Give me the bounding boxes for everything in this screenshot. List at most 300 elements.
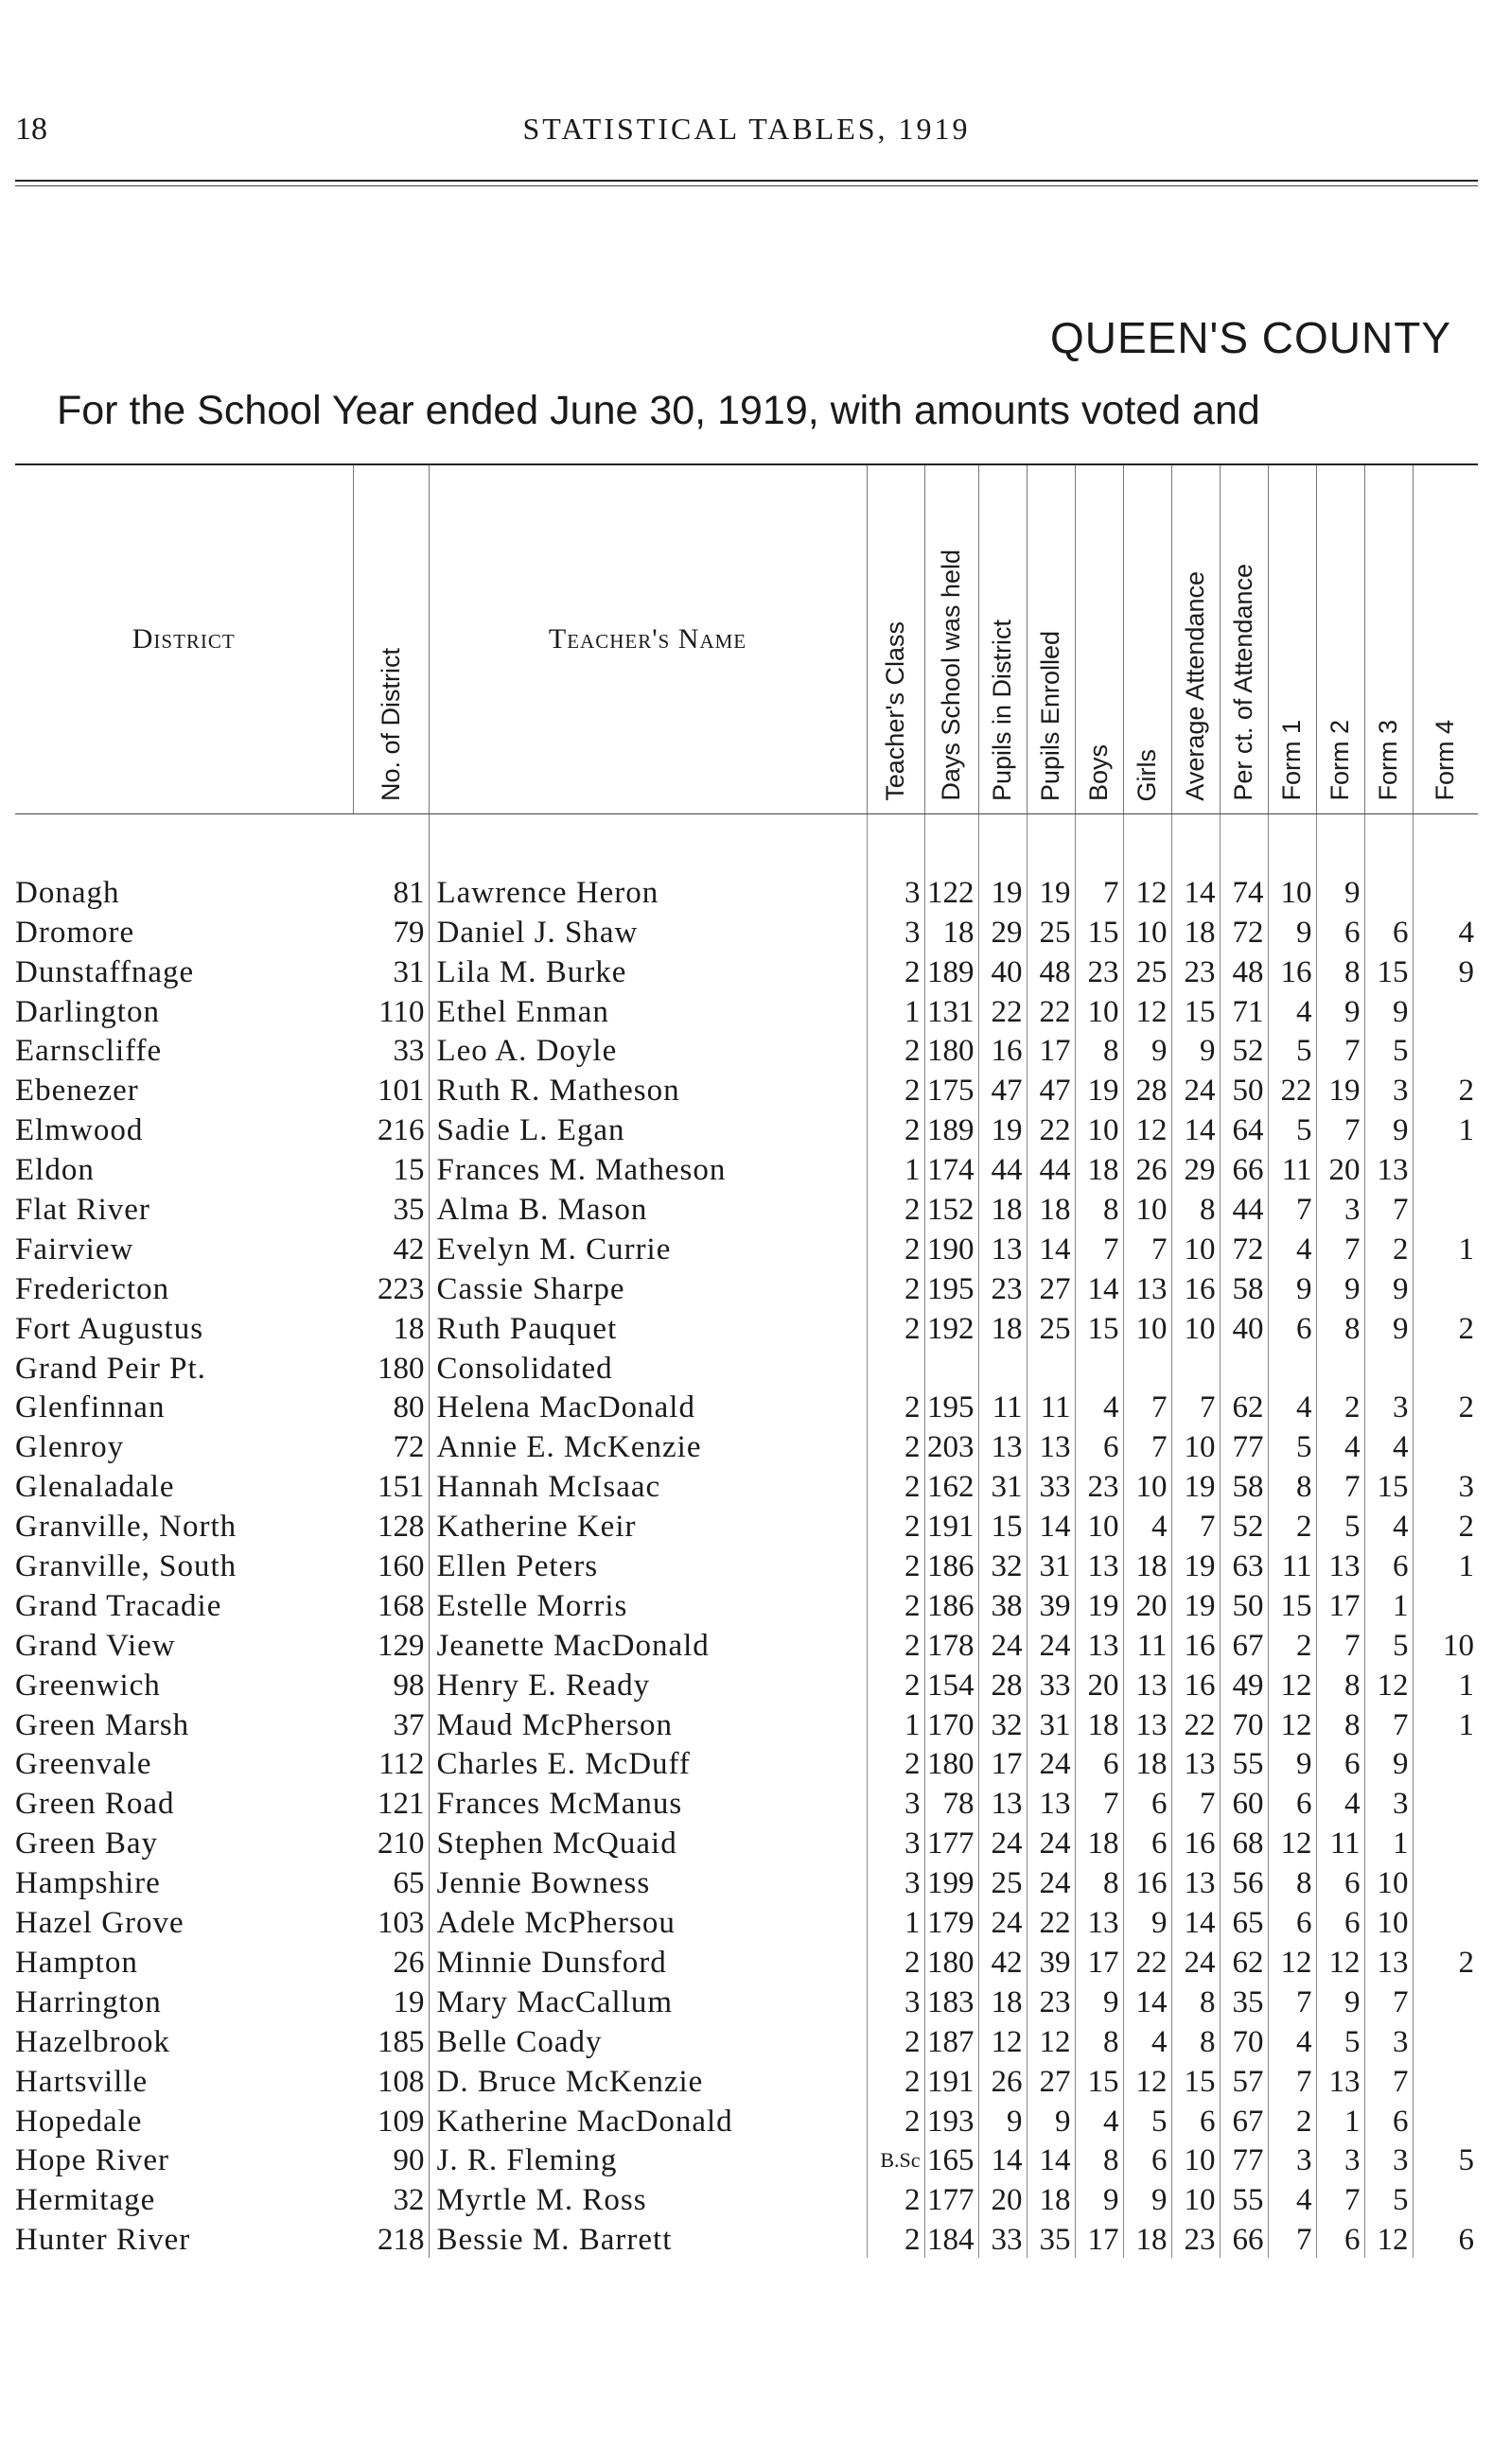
district-number-cell: 42 (353, 1228, 429, 1267)
f1-cell: 3 (1268, 2140, 1316, 2179)
f3-cell: 12 (1364, 2218, 1413, 2258)
district-cell: Green Road (15, 1787, 175, 1822)
cls-cell: 2 (867, 1109, 924, 1148)
f2-cell: 8 (1316, 1704, 1364, 1743)
girls-cell: 22 (1123, 1941, 1171, 1981)
f1-cell: 4 (1268, 2020, 1316, 2060)
pct-cell: 35 (1220, 1981, 1268, 2020)
f2-cell: 7 (1316, 2178, 1364, 2218)
enr-cell: 48 (1027, 951, 1075, 990)
f4-cell (1413, 1901, 1478, 1941)
enr-cell: 22 (1027, 1109, 1075, 1148)
table-row (15, 1941, 1478, 1981)
boys-cell: 14 (1075, 1267, 1123, 1307)
f2-cell: 7 (1316, 1624, 1364, 1664)
pid-cell: 18 (978, 1188, 1027, 1228)
f1-cell: 4 (1268, 2178, 1316, 2218)
f2-cell: 9 (1316, 1267, 1364, 1307)
avg-cell: 14 (1171, 1109, 1220, 1148)
f4-cell: 2 (1413, 1941, 1478, 1981)
cls-cell: 2 (867, 2060, 924, 2100)
f3-cell (1364, 1347, 1413, 1387)
f1-cell (1268, 1347, 1316, 1387)
district-cell: Hopedale (15, 2104, 143, 2139)
f3-cell: 6 (1364, 2100, 1413, 2140)
boys-cell: 19 (1075, 1584, 1123, 1624)
girls-cell: 28 (1123, 1069, 1171, 1109)
girls-cell: 9 (1123, 1901, 1171, 1941)
f1-cell: 7 (1268, 2218, 1316, 2258)
days-cell: 186 (924, 1545, 978, 1584)
table-row (15, 1228, 1478, 1267)
pct-cell: 70 (1220, 1704, 1268, 1743)
days-cell: 177 (924, 1822, 978, 1861)
f4-cell: 2 (1413, 1069, 1478, 1109)
pid-cell: 9 (978, 2100, 1027, 2140)
enr-cell: 24 (1027, 1822, 1075, 1861)
table-row (15, 990, 1478, 1030)
f4-cell (1413, 1425, 1478, 1465)
table-subtitle: For the School Year ended June 30, 1919, with amounts voted and (57, 388, 1260, 433)
district-cell: Green Bay (15, 1826, 159, 1861)
f1-cell: 12 (1268, 1822, 1316, 1861)
table-row (15, 1981, 1478, 2020)
f4-cell: 1 (1413, 1704, 1478, 1743)
enr-cell: 31 (1027, 1704, 1075, 1743)
days-cell: 203 (924, 1425, 978, 1465)
avg-cell: 7 (1171, 1782, 1220, 1822)
column-header-teacher-name: Teacher's Name (429, 464, 867, 814)
cls-cell: 2 (867, 1664, 924, 1704)
pct-cell: 77 (1220, 2140, 1268, 2179)
boys-cell: 23 (1075, 1465, 1123, 1505)
cls-cell: 2 (867, 1069, 924, 1109)
avg-cell: 8 (1171, 2020, 1220, 2060)
avg-cell: 10 (1171, 1425, 1220, 1465)
enr-cell: 25 (1027, 1307, 1075, 1347)
f4-cell (1413, 1822, 1478, 1861)
pid-cell: 14 (978, 2140, 1027, 2179)
district-cell: Darlington (15, 994, 160, 1029)
f1-cell: 12 (1268, 1704, 1316, 1743)
district-cell: Glenaladale (15, 1470, 175, 1505)
avg-cell: 22 (1171, 1704, 1220, 1743)
f2-cell: 11 (1316, 1822, 1364, 1861)
teacher-name-cell: Sadie L. Egan (436, 1113, 625, 1148)
cls-cell: 2 (867, 1465, 924, 1505)
district-cell: Fairview (15, 1232, 134, 1267)
column-header-teachers-class: Teacher's Class (867, 464, 924, 814)
cls-cell: 2 (867, 2178, 924, 2218)
avg-cell: 10 (1171, 2178, 1220, 2218)
teacher-name-cell: Bessie M. Barrett (436, 2223, 673, 2258)
avg-cell: 9 (1171, 1030, 1220, 1070)
pct-cell: 58 (1220, 1465, 1268, 1505)
teacher-name-cell: Minnie Dunsford (436, 1945, 667, 1980)
pid-cell: 24 (978, 1901, 1027, 1941)
boys-cell: 10 (1075, 1505, 1123, 1545)
days-cell: 180 (924, 1743, 978, 1783)
f3-cell: 12 (1364, 1664, 1413, 1704)
district-number-cell: 210 (353, 1822, 429, 1861)
f2-cell: 9 (1316, 1981, 1364, 2020)
pct-cell: 72 (1220, 911, 1268, 951)
girls-cell: 7 (1123, 1228, 1171, 1267)
pct-cell: 57 (1220, 2060, 1268, 2100)
pid-cell: 24 (978, 1822, 1027, 1861)
days-cell: 18 (924, 911, 978, 951)
f3-cell: 2 (1364, 1228, 1413, 1267)
district-cell: Flat River (15, 1193, 150, 1228)
teacher-name-cell: Stephen McQuaid (436, 1826, 677, 1861)
days-cell: 191 (924, 1505, 978, 1545)
teacher-name-cell: Ruth R. Matheson (436, 1074, 680, 1109)
f3-cell: 3 (1364, 1387, 1413, 1426)
f1-cell: 4 (1268, 1387, 1316, 1426)
f2-cell: 6 (1316, 911, 1364, 951)
pct-cell: 52 (1220, 1030, 1268, 1070)
district-number-cell: 19 (353, 1981, 429, 2020)
avg-cell: 18 (1171, 911, 1220, 951)
boys-cell: 15 (1075, 911, 1123, 951)
enr-cell: 35 (1027, 2218, 1075, 2258)
teacher-name-cell: Katherine MacDonald (436, 2104, 733, 2139)
avg-cell: 16 (1171, 1664, 1220, 1704)
girls-cell: 18 (1123, 1545, 1171, 1584)
f1-cell: 9 (1268, 1267, 1316, 1307)
district-cell: Earnscliffe (15, 1034, 163, 1069)
district-number-cell: 18 (353, 1307, 429, 1347)
boys-cell: 7 (1075, 1782, 1123, 1822)
table-row (15, 1188, 1478, 1228)
pid-cell: 19 (978, 1109, 1027, 1148)
f2-cell: 13 (1316, 2060, 1364, 2100)
pid-cell: 29 (978, 911, 1027, 951)
teacher-name-cell: Maud McPherson (436, 1707, 674, 1742)
table-row (15, 1267, 1478, 1307)
pct-cell: 71 (1220, 990, 1268, 1030)
cls-cell: 3 (867, 1861, 924, 1901)
district-number-cell: 79 (353, 911, 429, 951)
girls-cell: 25 (1123, 951, 1171, 990)
f4-cell (1413, 1861, 1478, 1901)
f4-cell: 3 (1413, 1465, 1478, 1505)
teacher-name-cell: Lawrence Heron (436, 875, 659, 910)
table-row (15, 1584, 1478, 1624)
table-row (15, 2178, 1478, 2218)
cls-cell: 2 (867, 1505, 924, 1545)
column-header-form3: Form 3 (1364, 464, 1413, 814)
enr-cell: 27 (1027, 1267, 1075, 1307)
f2-cell: 6 (1316, 1861, 1364, 1901)
f4-cell: 1 (1413, 1228, 1478, 1267)
f1-cell: 2 (1268, 1624, 1316, 1664)
boys-cell: 8 (1075, 1030, 1123, 1070)
girls-cell: 6 (1123, 2140, 1171, 2179)
table-row (15, 2100, 1478, 2140)
girls-cell: 4 (1123, 2020, 1171, 2060)
table-row (15, 1109, 1478, 1148)
boys-cell: 7 (1075, 871, 1123, 911)
girls-cell: 18 (1123, 2218, 1171, 2258)
f3-cell: 7 (1364, 1188, 1413, 1228)
boys-cell: 4 (1075, 1387, 1123, 1426)
header-row (15, 464, 1478, 814)
f4-cell: 6 (1413, 2218, 1478, 2258)
column-header-pct-attendance: Per ct. of Attendance (1220, 464, 1268, 814)
f1-cell: 8 (1268, 1465, 1316, 1505)
district-cell: Fort Augustus (15, 1311, 204, 1346)
girls-cell: 26 (1123, 1148, 1171, 1188)
f4-cell (1413, 1188, 1478, 1228)
f4-cell: 1 (1413, 1109, 1478, 1148)
pid-cell: 44 (978, 1148, 1027, 1188)
district-number-cell: 218 (353, 2218, 429, 2258)
district-cell: Hazelbrook (15, 2024, 170, 2059)
teacher-name-cell: Charles E. McDuff (436, 1747, 691, 1782)
f4-cell: 10 (1413, 1624, 1478, 1664)
district-number-cell: 81 (353, 871, 429, 911)
f3-cell: 15 (1364, 1465, 1413, 1505)
avg-cell: 13 (1171, 1861, 1220, 1901)
district-number-cell: 15 (353, 1148, 429, 1188)
days-cell: 179 (924, 1901, 978, 1941)
enr-cell: 39 (1027, 1584, 1075, 1624)
enr-cell: 18 (1027, 2178, 1075, 2218)
f1-cell: 22 (1268, 1069, 1316, 1109)
f3-cell: 7 (1364, 2060, 1413, 2100)
enr-cell: 24 (1027, 1624, 1075, 1664)
district-cell: Greenwich (15, 1668, 161, 1703)
f4-cell: 4 (1413, 911, 1478, 951)
f4-cell (1413, 2178, 1478, 2218)
girls-cell: 10 (1123, 1465, 1171, 1505)
f4-cell (1413, 1347, 1478, 1387)
boys-cell: 13 (1075, 1624, 1123, 1664)
pid-cell: 16 (978, 1030, 1027, 1070)
teacher-name-cell: Belle Coady (436, 2024, 603, 2059)
f3-cell: 3 (1364, 2140, 1413, 2179)
f3-cell: 10 (1364, 1901, 1413, 1941)
enr-cell: 33 (1027, 1664, 1075, 1704)
f3-cell: 4 (1364, 1425, 1413, 1465)
table-row (15, 1069, 1478, 1109)
pid-cell: 17 (978, 1743, 1027, 1783)
f1-cell: 8 (1268, 1861, 1316, 1901)
enr-cell: 22 (1027, 990, 1075, 1030)
teacher-name-cell: Frances McManus (436, 1787, 683, 1822)
girls-cell: 13 (1123, 1664, 1171, 1704)
enr-cell: 25 (1027, 911, 1075, 951)
f4-cell (1413, 1981, 1478, 2020)
district-cell: Grand Tracadie (15, 1588, 222, 1623)
enr-cell: 13 (1027, 1425, 1075, 1465)
f4-cell (1413, 1743, 1478, 1783)
f1-cell: 4 (1268, 990, 1316, 1030)
cls-cell: 1 (867, 990, 924, 1030)
days-cell: 195 (924, 1387, 978, 1426)
cls-cell: 2 (867, 1545, 924, 1584)
f2-cell: 6 (1316, 1743, 1364, 1783)
f1-cell: 16 (1268, 951, 1316, 990)
district-cell: Eldon (15, 1153, 95, 1188)
f1-cell: 2 (1268, 1505, 1316, 1545)
district-number-cell: 121 (353, 1782, 429, 1822)
f4-cell: 2 (1413, 1505, 1478, 1545)
f3-cell: 5 (1364, 1030, 1413, 1070)
boys-cell: 9 (1075, 1981, 1123, 2020)
enr-cell: 13 (1027, 1782, 1075, 1822)
avg-cell: 16 (1171, 1267, 1220, 1307)
pid-cell: 25 (978, 1861, 1027, 1901)
f1-cell: 9 (1268, 1743, 1316, 1783)
avg-cell: 16 (1171, 1624, 1220, 1664)
f4-cell: 5 (1413, 2140, 1478, 2179)
f2-cell: 5 (1316, 1505, 1364, 1545)
f2-cell: 4 (1316, 1782, 1364, 1822)
enr-cell (1027, 1347, 1075, 1387)
district-number-cell: 103 (353, 1901, 429, 1941)
days-cell: 180 (924, 1030, 978, 1070)
pid-cell: 13 (978, 1782, 1027, 1822)
table-row (15, 951, 1478, 990)
pct-cell: 60 (1220, 1782, 1268, 1822)
district-number-cell: 32 (353, 2178, 429, 2218)
f2-cell: 9 (1316, 871, 1364, 911)
county-title: QUEEN'S COUNTY (1049, 313, 1451, 362)
avg-cell: 6 (1171, 2100, 1220, 2140)
days-cell: 183 (924, 1981, 978, 2020)
f2-cell: 7 (1316, 1109, 1364, 1148)
pct-cell: 67 (1220, 1624, 1268, 1664)
district-cell: Dromore (15, 915, 135, 950)
pid-cell: 42 (978, 1941, 1027, 1981)
cls-cell (867, 1347, 924, 1387)
district-cell: Grand View (15, 1628, 176, 1663)
days-cell: 180 (924, 1941, 978, 1981)
table-row (15, 1030, 1478, 1070)
cls-cell: 2 (867, 1267, 924, 1307)
table-row (15, 1782, 1478, 1822)
days-cell: 190 (924, 1228, 978, 1267)
district-number-cell: 33 (353, 1030, 429, 1070)
f2-cell: 8 (1316, 951, 1364, 990)
f4-cell (1413, 1148, 1478, 1188)
f2-cell: 7 (1316, 1465, 1364, 1505)
teacher-name-cell: Henry E. Ready (436, 1668, 651, 1703)
table-row (15, 1347, 1478, 1387)
days-cell: 192 (924, 1307, 978, 1347)
pid-cell: 19 (978, 871, 1027, 911)
district-cell: Ebenezer (15, 1074, 139, 1109)
girls-cell: 12 (1123, 871, 1171, 911)
cls-cell: 3 (867, 1981, 924, 2020)
boys-cell: 8 (1075, 2140, 1123, 2179)
days-cell: 187 (924, 2020, 978, 2060)
avg-cell: 19 (1171, 1545, 1220, 1584)
pct-cell: 62 (1220, 1387, 1268, 1426)
district-number-cell: 168 (353, 1584, 429, 1624)
f4-cell (1413, 1584, 1478, 1624)
girls-cell: 9 (1123, 1030, 1171, 1070)
pct-cell: 72 (1220, 1228, 1268, 1267)
f3-cell: 6 (1364, 1545, 1413, 1584)
days-cell: 189 (924, 1109, 978, 1148)
f3-cell: 7 (1364, 1704, 1413, 1743)
table-row (15, 1425, 1478, 1465)
boys-cell: 15 (1075, 2060, 1123, 2100)
teacher-name-cell: Mary MacCallum (436, 1984, 674, 2019)
pid-cell: 11 (978, 1387, 1027, 1426)
girls-cell: 4 (1123, 1505, 1171, 1545)
girls-cell: 14 (1123, 1981, 1171, 2020)
f4-cell (1413, 2060, 1478, 2100)
page-header (15, 112, 1478, 149)
district-number-cell: 98 (353, 1664, 429, 1704)
pct-cell: 66 (1220, 1148, 1268, 1188)
teacher-name-cell: Jennie Bowness (436, 1866, 651, 1901)
pct-cell: 58 (1220, 1267, 1268, 1307)
district-number-cell: 151 (353, 1465, 429, 1505)
f3-cell: 4 (1364, 1505, 1413, 1545)
avg-cell: 10 (1171, 1307, 1220, 1347)
cls-cell: 2 (867, 2020, 924, 2060)
days-cell: 154 (924, 1664, 978, 1704)
district-cell: Fredericton (15, 1271, 170, 1306)
district-number-cell: 35 (353, 1188, 429, 1228)
cls-cell: 2 (867, 1624, 924, 1664)
avg-cell (1171, 1347, 1220, 1387)
girls-cell: 7 (1123, 1425, 1171, 1465)
avg-cell: 15 (1171, 2060, 1220, 2100)
pid-cell: 33 (978, 2218, 1027, 2258)
pid-cell: 20 (978, 2178, 1027, 2218)
days-cell: 170 (924, 1704, 978, 1743)
enr-cell: 18 (1027, 1188, 1075, 1228)
f1-cell: 7 (1268, 1981, 1316, 2020)
teacher-name-cell: Leo A. Doyle (436, 1034, 618, 1069)
district-cell: Hermitage (15, 2183, 156, 2218)
f1-cell: 10 (1268, 871, 1316, 911)
page-number: 18 (15, 112, 47, 147)
f4-cell: 1 (1413, 1664, 1478, 1704)
cls-cell: B.Sc (867, 2140, 924, 2179)
cls-cell: 3 (867, 1822, 924, 1861)
boys-cell: 18 (1075, 1148, 1123, 1188)
f2-cell: 6 (1316, 2218, 1364, 2258)
district-cell: Hampton (15, 1945, 138, 1980)
table-row (15, 1465, 1478, 1505)
district-cell: Glenfinnan (15, 1390, 166, 1425)
enr-cell: 17 (1027, 1030, 1075, 1070)
pid-cell: 38 (978, 1584, 1027, 1624)
teacher-name-cell: Evelyn M. Currie (436, 1232, 672, 1267)
avg-cell: 23 (1171, 951, 1220, 990)
enr-cell: 33 (1027, 1465, 1075, 1505)
f3-cell: 9 (1364, 1307, 1413, 1347)
girls-cell: 16 (1123, 1861, 1171, 1901)
f1-cell: 6 (1268, 1901, 1316, 1941)
district-number-cell: 110 (353, 990, 429, 1030)
f3-cell: 1 (1364, 1822, 1413, 1861)
table-row (15, 1545, 1478, 1584)
teacher-name-cell: Ruth Pauquet (436, 1311, 618, 1346)
days-cell: 162 (924, 1465, 978, 1505)
f2-cell: 3 (1316, 1188, 1364, 1228)
girls-cell: 20 (1123, 1584, 1171, 1624)
district-number-cell: 31 (353, 951, 429, 990)
f4-cell: 1 (1413, 1545, 1478, 1584)
